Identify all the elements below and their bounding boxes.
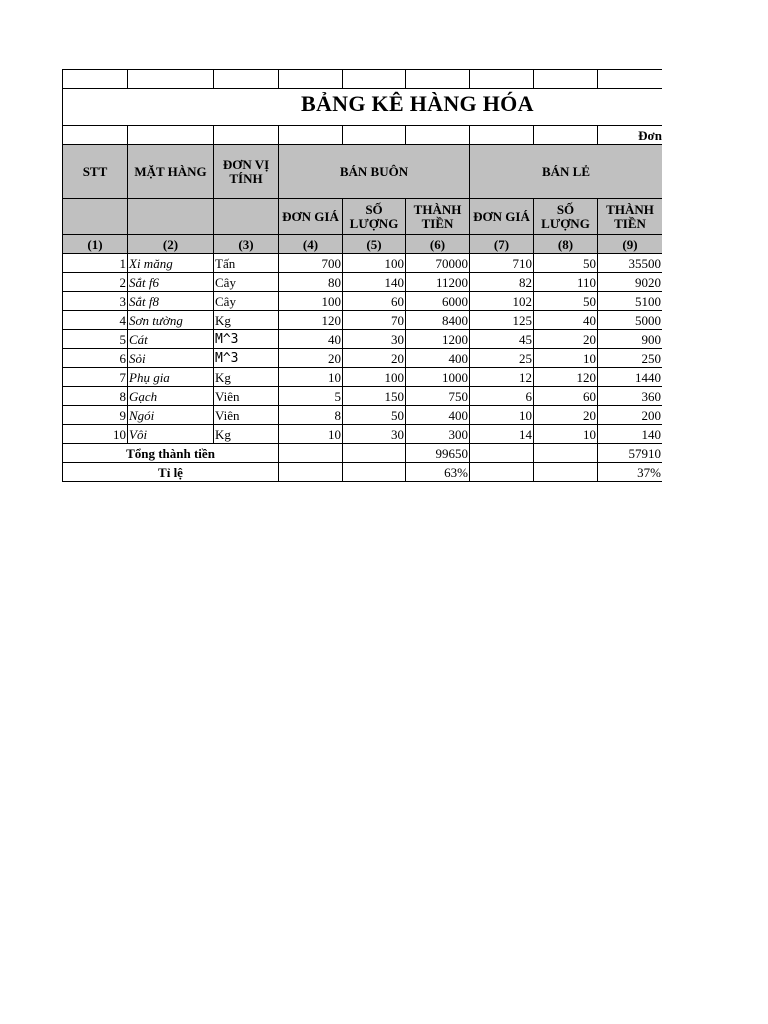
wholesale-amount-cell[interactable]: 300 xyxy=(406,425,470,444)
wholesale-price-cell[interactable]: 5 xyxy=(279,387,343,406)
retail-quantity-cell[interactable]: 20 xyxy=(534,406,598,425)
wholesale-price-cell[interactable]: 10 xyxy=(279,425,343,444)
cell[interactable] xyxy=(214,70,279,89)
retail-amount-cell[interactable]: 35500 xyxy=(598,254,663,273)
wholesale-price-cell[interactable]: 8 xyxy=(279,406,343,425)
wholesale-quantity-cell[interactable]: 150 xyxy=(343,387,406,406)
wholesale-amount-cell[interactable]: 750 xyxy=(406,387,470,406)
item-cell[interactable]: Vôi xyxy=(128,425,214,444)
table-row xyxy=(63,254,663,273)
stt-cell[interactable]: 5 xyxy=(63,330,128,349)
wholesale-price-cell[interactable]: 120 xyxy=(279,311,343,330)
header-wholesale-quantity[interactable]: SỐ LƯỢNG xyxy=(343,199,406,235)
retail-amount-cell[interactable]: 9020 xyxy=(598,273,663,292)
total-retail[interactable]: 57910 xyxy=(598,444,663,463)
cell[interactable] xyxy=(534,444,598,463)
retail-quantity-cell[interactable]: 50 xyxy=(534,254,598,273)
table-row xyxy=(63,387,663,406)
unit-row xyxy=(63,126,663,145)
wholesale-price-cell[interactable]: 700 xyxy=(279,254,343,273)
cell[interactable] xyxy=(343,126,406,145)
title-cell[interactable] xyxy=(63,89,663,126)
unit-cell[interactable]: M^3 xyxy=(214,330,279,349)
column-index[interactable]: (4) xyxy=(279,235,343,254)
item-cell[interactable]: Gạch xyxy=(128,387,214,406)
retail-quantity-cell[interactable]: 40 xyxy=(534,311,598,330)
cell[interactable] xyxy=(279,70,343,89)
header-retail-price[interactable]: ĐƠN GIÁ xyxy=(470,199,534,235)
table-row xyxy=(63,425,663,444)
item-cell[interactable]: Sỏi xyxy=(128,349,214,368)
unit-cell[interactable]: Viên xyxy=(214,387,279,406)
cell[interactable] xyxy=(63,126,128,145)
retail-price-cell[interactable]: 6 xyxy=(470,387,534,406)
retail-amount-cell[interactable]: 1440 xyxy=(598,368,663,387)
cell[interactable] xyxy=(470,463,534,482)
column-index[interactable]: (5) xyxy=(343,235,406,254)
item-cell[interactable]: Sắt f6 xyxy=(128,273,214,292)
retail-price-cell[interactable]: 25 xyxy=(470,349,534,368)
cell[interactable] xyxy=(279,126,343,145)
unit-cell[interactable]: Viên xyxy=(214,406,279,425)
table-row xyxy=(63,330,663,349)
column-index-row xyxy=(63,235,663,254)
table-row xyxy=(63,273,663,292)
cell[interactable] xyxy=(534,70,598,89)
retail-price-cell[interactable]: 10 xyxy=(470,406,534,425)
retail-quantity-cell[interactable]: 50 xyxy=(534,292,598,311)
cell[interactable] xyxy=(470,444,534,463)
page-title: BẢNG KÊ HÀNG HÓA xyxy=(301,91,534,116)
title-row xyxy=(63,89,663,126)
stt-cell[interactable]: 1 xyxy=(63,254,128,273)
ratio-label[interactable]: Tỉ lệ xyxy=(63,463,279,482)
header-row-1 xyxy=(63,145,663,199)
header-item[interactable]: MẶT HÀNG xyxy=(128,145,214,199)
cell[interactable] xyxy=(598,70,663,89)
column-index[interactable]: (1) xyxy=(63,235,128,254)
stt-cell[interactable]: 10 xyxy=(63,425,128,444)
wholesale-quantity-cell[interactable]: 20 xyxy=(343,349,406,368)
ratio-retail[interactable]: 37% xyxy=(598,463,663,482)
header-wholesale-amount[interactable]: THÀNH TIỀN xyxy=(406,199,470,235)
item-cell[interactable]: Sơn tường xyxy=(128,311,214,330)
column-index[interactable]: (9) xyxy=(598,235,663,254)
ratio-row xyxy=(63,463,663,482)
cell[interactable] xyxy=(63,70,128,89)
unit-cell[interactable]: Kg xyxy=(214,368,279,387)
total-label[interactable]: Tổng thành tiền xyxy=(63,444,279,463)
header-retail[interactable]: BÁN LẺ xyxy=(470,145,663,199)
wholesale-amount-cell[interactable]: 8400 xyxy=(406,311,470,330)
item-cell[interactable]: Sắt f8 xyxy=(128,292,214,311)
header-wholesale[interactable]: BÁN BUÔN xyxy=(279,145,470,199)
column-index[interactable]: (7) xyxy=(470,235,534,254)
cell[interactable] xyxy=(343,70,406,89)
retail-quantity-cell[interactable]: 20 xyxy=(534,330,598,349)
wholesale-amount-cell[interactable]: 6000 xyxy=(406,292,470,311)
total-row xyxy=(63,444,663,463)
stt-cell[interactable]: 6 xyxy=(63,349,128,368)
wholesale-quantity-cell[interactable]: 50 xyxy=(343,406,406,425)
wholesale-price-cell[interactable]: 100 xyxy=(279,292,343,311)
header-retail-quantity[interactable]: SỐ LƯỢNG xyxy=(534,199,598,235)
empty-row xyxy=(63,70,663,89)
item-cell[interactable]: Ngói xyxy=(128,406,214,425)
table-row xyxy=(63,292,663,311)
header-row-2 xyxy=(63,199,663,235)
cell[interactable] xyxy=(343,463,406,482)
retail-price-cell[interactable]: 82 xyxy=(470,273,534,292)
cell[interactable] xyxy=(406,70,470,89)
header-retail-amount[interactable]: THÀNH TIỀN xyxy=(598,199,663,235)
goods-table xyxy=(62,69,662,482)
retail-amount-cell[interactable]: 5000 xyxy=(598,311,663,330)
ratio-wholesale[interactable]: 63% xyxy=(406,463,470,482)
retail-amount-cell[interactable]: 5100 xyxy=(598,292,663,311)
stt-cell[interactable]: 8 xyxy=(63,387,128,406)
unit-cell[interactable]: M^3 xyxy=(214,349,279,368)
retail-quantity-cell[interactable]: 10 xyxy=(534,349,598,368)
wholesale-quantity-cell[interactable]: 30 xyxy=(343,330,406,349)
retail-price-cell[interactable]: 710 xyxy=(470,254,534,273)
cell[interactable] xyxy=(279,463,343,482)
wholesale-amount-cell[interactable]: 400 xyxy=(406,349,470,368)
stt-cell[interactable]: 7 xyxy=(63,368,128,387)
table-row xyxy=(63,349,663,368)
unit-cell[interactable]: Cây xyxy=(214,273,279,292)
cell[interactable] xyxy=(470,126,534,145)
spreadsheet xyxy=(62,69,662,482)
retail-price-cell[interactable]: 125 xyxy=(470,311,534,330)
wholesale-quantity-cell[interactable]: 30 xyxy=(343,425,406,444)
wholesale-price-cell[interactable]: 40 xyxy=(279,330,343,349)
column-index[interactable]: (2) xyxy=(128,235,214,254)
retail-amount-cell[interactable]: 900 xyxy=(598,330,663,349)
unit-label: Đơn xyxy=(638,127,662,143)
retail-price-cell[interactable]: 12 xyxy=(470,368,534,387)
stt-cell[interactable]: 3 xyxy=(63,292,128,311)
unit-cell[interactable]: Tấn xyxy=(214,254,279,273)
wholesale-amount-cell[interactable]: 1200 xyxy=(406,330,470,349)
cell[interactable] xyxy=(406,126,470,145)
table-row xyxy=(63,311,663,330)
retail-quantity-cell[interactable]: 120 xyxy=(534,368,598,387)
header-wholesale-price[interactable]: ĐƠN GIÁ xyxy=(279,199,343,235)
wholesale-quantity-cell[interactable]: 140 xyxy=(343,273,406,292)
wholesale-quantity-cell[interactable]: 100 xyxy=(343,368,406,387)
retail-amount-cell[interactable]: 250 xyxy=(598,349,663,368)
retail-amount-cell[interactable]: 360 xyxy=(598,387,663,406)
wholesale-price-cell[interactable]: 10 xyxy=(279,368,343,387)
wholesale-amount-cell[interactable]: 400 xyxy=(406,406,470,425)
retail-quantity-cell[interactable]: 60 xyxy=(534,387,598,406)
cell[interactable] xyxy=(534,463,598,482)
cell[interactable] xyxy=(470,70,534,89)
total-wholesale[interactable]: 99650 xyxy=(406,444,470,463)
retail-quantity-cell[interactable]: 10 xyxy=(534,425,598,444)
wholesale-price-cell[interactable]: 80 xyxy=(279,273,343,292)
retail-price-cell[interactable]: 45 xyxy=(470,330,534,349)
cell[interactable] xyxy=(214,199,279,235)
header-stt[interactable]: STT xyxy=(63,145,128,199)
cell[interactable] xyxy=(279,444,343,463)
stt-cell[interactable]: 2 xyxy=(63,273,128,292)
item-cell[interactable]: Cát xyxy=(128,330,214,349)
cell[interactable] xyxy=(128,199,214,235)
retail-price-cell[interactable]: 102 xyxy=(470,292,534,311)
wholesale-amount-cell[interactable]: 1000 xyxy=(406,368,470,387)
retail-price-cell[interactable]: 14 xyxy=(470,425,534,444)
wholesale-quantity-cell[interactable]: 70 xyxy=(343,311,406,330)
stt-cell[interactable]: 9 xyxy=(63,406,128,425)
wholesale-quantity-cell[interactable]: 60 xyxy=(343,292,406,311)
item-cell[interactable]: Phụ gia xyxy=(128,368,214,387)
cell[interactable] xyxy=(214,126,279,145)
cell[interactable] xyxy=(128,126,214,145)
stt-cell[interactable]: 4 xyxy=(63,311,128,330)
unit-cell[interactable]: Cây xyxy=(214,292,279,311)
retail-amount-cell[interactable]: 200 xyxy=(598,406,663,425)
retail-amount-cell[interactable]: 140 xyxy=(598,425,663,444)
column-index[interactable]: (6) xyxy=(406,235,470,254)
wholesale-amount-cell[interactable]: 70000 xyxy=(406,254,470,273)
unit-cell[interactable]: Kg xyxy=(214,425,279,444)
cell[interactable] xyxy=(343,444,406,463)
unit-cell[interactable]: Kg xyxy=(214,311,279,330)
cell[interactable] xyxy=(128,70,214,89)
cell[interactable] xyxy=(534,126,598,145)
column-index[interactable]: (8) xyxy=(534,235,598,254)
cell[interactable] xyxy=(63,199,128,235)
unit-label-cell[interactable] xyxy=(598,126,663,145)
column-index[interactable]: (3) xyxy=(214,235,279,254)
item-cell[interactable]: Xi măng xyxy=(128,254,214,273)
table-row xyxy=(63,368,663,387)
table-row xyxy=(63,406,663,425)
header-unit[interactable]: ĐƠN VỊ TÍNH xyxy=(214,145,279,199)
retail-quantity-cell[interactable]: 110 xyxy=(534,273,598,292)
wholesale-quantity-cell[interactable]: 100 xyxy=(343,254,406,273)
wholesale-price-cell[interactable]: 20 xyxy=(279,349,343,368)
wholesale-amount-cell[interactable]: 11200 xyxy=(406,273,470,292)
